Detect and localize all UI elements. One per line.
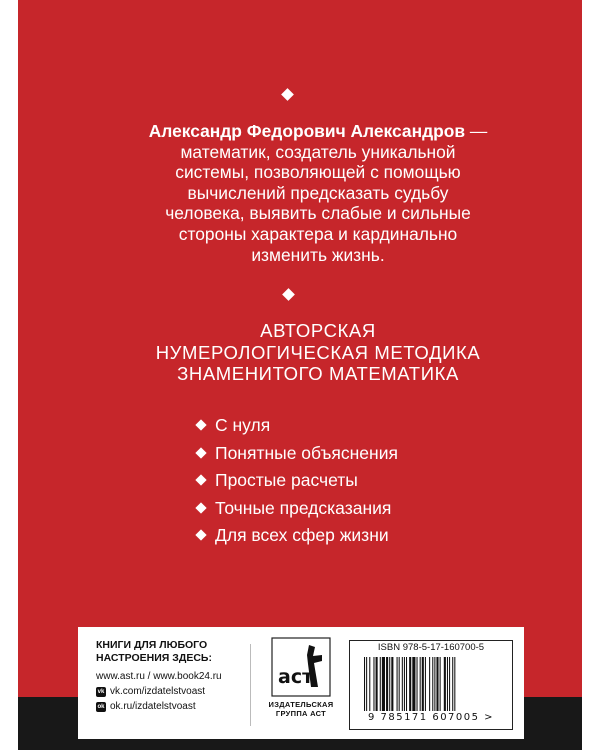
method-heading	[78, 320, 558, 385]
feature-item	[195, 442, 398, 470]
barcode-bar	[369, 657, 370, 711]
diamond-bullet-icon	[195, 419, 206, 430]
barcode-bar	[376, 657, 378, 711]
barcode-bar	[364, 657, 365, 711]
logo-text: аст	[278, 666, 314, 688]
feature-item	[195, 414, 398, 442]
info-title-line-1: КНИГИ ДЛЯ ЛЮБОГО	[96, 639, 208, 651]
barcode-bar	[429, 657, 430, 711]
feature-item	[195, 497, 398, 525]
feature-label: Простые расчеты	[215, 470, 358, 490]
heading-line-2: НУМЕРОЛОГИЧЕСКАЯ МЕТОДИКА	[155, 341, 481, 363]
author-bio	[148, 121, 488, 265]
vk-link-text: vk.com/izdatelstvoast	[110, 686, 206, 697]
barcode-bar	[397, 657, 398, 711]
barcode-bar	[399, 657, 400, 711]
barcode-block	[349, 640, 513, 730]
feature-label: Понятные объяснения	[215, 442, 398, 463]
barcode-bar	[382, 657, 385, 711]
publisher-line-2: ГРУППА АСТ	[275, 709, 327, 718]
barcode-bar	[412, 657, 415, 711]
publisher-line-1: ИЗДАТЕЛЬСКАЯ	[268, 700, 334, 709]
info-title-line-2: НАСТРОЕНИЯ ЗДЕСЬ:	[96, 652, 212, 664]
publisher-info-box	[78, 627, 524, 739]
barcode-bar	[425, 657, 426, 711]
barcode-bar	[454, 657, 455, 711]
barcode-bar	[449, 657, 450, 711]
feature-label: Точные предсказания	[215, 497, 392, 518]
ok-link-text: ok.ru/izdatelstvoast	[110, 701, 196, 712]
vk-icon: vk	[97, 688, 105, 695]
barcode-bar	[402, 657, 403, 711]
barcode-bar	[444, 657, 446, 711]
barcode-bar	[432, 657, 433, 711]
diamond-bullet-icon	[195, 502, 206, 513]
ean-digits: 9 785171 607005 >	[367, 712, 495, 723]
barcode-bars	[364, 657, 498, 711]
heading-line-1: АВТОРСКАЯ	[260, 320, 376, 341]
store-links	[96, 639, 256, 714]
barcode-bar	[447, 657, 448, 711]
diamond-bullet-icon	[195, 447, 206, 458]
ok-icon: ok	[97, 703, 105, 710]
feature-label: Для всех сфер жизни	[215, 525, 389, 545]
features-list	[195, 414, 398, 552]
barcode-bar	[452, 657, 453, 711]
ok-link[interactable]	[96, 699, 256, 714]
websites-link[interactable]: www.ast.ru / www.book24.ru	[96, 671, 222, 682]
ast-logo-icon	[271, 637, 331, 697]
author-name: Александр Федорович Александров	[148, 121, 466, 141]
barcode-bar	[440, 657, 441, 711]
publisher-logo	[261, 637, 341, 718]
heading-line-3: ЗНАМЕНИТОГО МАТЕМАТИКА	[177, 363, 459, 384]
barcode-bar	[420, 657, 421, 711]
barcode-bar	[404, 657, 405, 711]
diamond-ornament-middle	[282, 288, 295, 301]
barcode-bar	[366, 657, 367, 711]
diamond-bullet-icon	[195, 474, 206, 485]
diamond-bullet-icon	[195, 529, 206, 540]
feature-item	[195, 469, 398, 497]
barcode-bar	[406, 657, 407, 711]
feature-item	[195, 524, 398, 552]
author-description: — математик, создатель уникальной системы, позволяющей с помощью вычислений предсказать судьбу человека, выявить слабые и сильные стороны характера и кардинально изменить жизнь.	[165, 121, 488, 265]
barcode-bar	[386, 657, 388, 711]
barcode-bar	[422, 657, 424, 711]
barcode-bar	[380, 657, 381, 711]
barcode-bar	[373, 657, 374, 711]
barcode-bar	[434, 657, 435, 711]
diamond-ornament-top	[281, 88, 294, 101]
isbn-number: ISBN 978-5-17-160700-5	[377, 642, 485, 653]
barcode-bar	[409, 657, 411, 711]
vk-link[interactable]	[96, 684, 256, 699]
barcode-bar	[436, 657, 438, 711]
barcode-bar	[391, 657, 393, 711]
divider	[250, 644, 251, 726]
barcode-bar	[389, 657, 390, 711]
feature-label: С нуля	[215, 415, 271, 435]
barcode-bar	[417, 657, 418, 711]
